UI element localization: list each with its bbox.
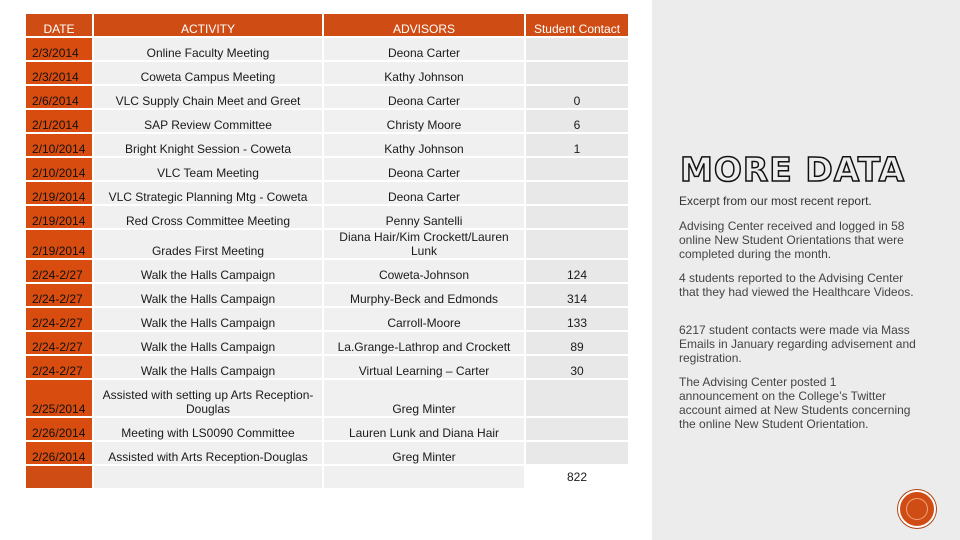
cell-date: 2/1/2014 [26, 110, 92, 132]
cell-advisors: Virtual Learning – Carter [324, 356, 524, 378]
cell-date: 2/26/2014 [26, 442, 92, 464]
cell-activity: VLC Team Meeting [94, 158, 322, 180]
cell-activity: VLC Supply Chain Meet and Greet [94, 86, 322, 108]
cell-student-contact [526, 62, 628, 84]
cell-activity: Walk the Halls Campaign [94, 332, 322, 354]
panel-paragraph: The Advising Center posted 1 announcement on the College’s Twitter account aimed at New Students concerning the online New Student Orientation. [679, 375, 911, 431]
cell-student-contact [526, 182, 628, 204]
cell-date: 2/24-2/27 [26, 260, 92, 282]
cell-date: 2/19/2014 [26, 182, 92, 204]
cell-activity: VLC Strategic Planning Mtg - Coweta [94, 182, 322, 204]
table-body [26, 38, 628, 488]
panel-heading: MORE DATA [680, 150, 906, 189]
header-student-contact: Student Contact [526, 14, 628, 36]
cell-activity: Walk the Halls Campaign [94, 284, 322, 306]
cell-advisors: Deona Carter [324, 158, 524, 180]
cell-student-contact [526, 418, 628, 440]
table-header-row [26, 14, 628, 36]
more-data-panel [652, 0, 960, 540]
cell-date: 2/10/2014 [26, 134, 92, 156]
cell-activity: Walk the Halls Campaign [94, 356, 322, 378]
cell-student-contact: 0 [526, 86, 628, 108]
activity-table [24, 12, 630, 490]
cell-activity: Meeting with LS0090 Committee [94, 418, 322, 440]
cell-student-contact [526, 380, 628, 416]
cell-date: 2/25/2014 [26, 380, 92, 416]
panel-paragraph: Advising Center received and logged in 58 online New Student Orientations that were completed during the month. [679, 219, 905, 261]
cell-student-contact: 30 [526, 356, 628, 378]
table-row [26, 38, 628, 60]
cell-student-contact [526, 158, 628, 180]
cell-activity: Assisted with Arts Reception-Douglas [94, 442, 322, 464]
cell-advisors: Deona Carter [324, 38, 524, 60]
cell-date: 2/24-2/27 [26, 308, 92, 330]
cell-advisors: Kathy Johnson [324, 62, 524, 84]
cell-activity: SAP Review Committee [94, 110, 322, 132]
cell-date: 2/19/2014 [26, 230, 92, 258]
cell-date: 2/3/2014 [26, 38, 92, 60]
cell-date: 2/3/2014 [26, 62, 92, 84]
cell-advisors: Diana Hair/Kim Crockett/Lauren Lunk [324, 230, 524, 258]
cell-student-contact [526, 442, 628, 464]
table-row [26, 308, 628, 330]
cell-student-contact: 89 [526, 332, 628, 354]
cell-student-contact [526, 206, 628, 228]
empty-cell [324, 466, 524, 488]
table-row [26, 158, 628, 180]
table-row [26, 230, 628, 258]
cell-activity: Walk the Halls Campaign [94, 308, 322, 330]
cell-date: 2/24-2/27 [26, 284, 92, 306]
table-row [26, 206, 628, 228]
table-row [26, 356, 628, 378]
cell-activity: Online Faculty Meeting [94, 38, 322, 60]
table-row [26, 134, 628, 156]
cell-advisors: Lauren Lunk and Diana Hair [324, 418, 524, 440]
cell-student-contact: 133 [526, 308, 628, 330]
activity-table-container [24, 12, 630, 490]
cell-date: 2/6/2014 [26, 86, 92, 108]
panel-excerpt: Excerpt from our most recent report. [679, 194, 872, 208]
student-contact-total: 822 [526, 466, 628, 488]
table-row [26, 182, 628, 204]
cell-date: 2/19/2014 [26, 206, 92, 228]
panel-paragraph: 6217 student contacts were made via Mass Emails in January regarding advisement and registration. [679, 323, 916, 365]
badge-ring-icon [906, 498, 928, 520]
cell-activity: Coweta Campus Meeting [94, 62, 322, 84]
cell-advisors: Deona Carter [324, 86, 524, 108]
panel-paragraph: 4 students reported to the Advising Center that they had viewed the Healthcare Videos. [679, 271, 914, 299]
cell-date: 2/26/2014 [26, 418, 92, 440]
cell-advisors: Murphy-Beck and Edmonds [324, 284, 524, 306]
slide-badge-icon [898, 490, 936, 528]
cell-student-contact: 6 [526, 110, 628, 132]
cell-advisors: Deona Carter [324, 182, 524, 204]
table-row [26, 110, 628, 132]
cell-date: 2/24-2/27 [26, 356, 92, 378]
cell-activity: Bright Knight Session - Coweta [94, 134, 322, 156]
table-row [26, 380, 628, 416]
table-row [26, 332, 628, 354]
cell-advisors: Christy Moore [324, 110, 524, 132]
table-row [26, 442, 628, 464]
header-date: DATE [26, 14, 92, 36]
cell-student-contact: 1 [526, 134, 628, 156]
table-row [26, 284, 628, 306]
table-row [26, 86, 628, 108]
cell-advisors: Penny Santelli [324, 206, 524, 228]
cell-activity: Assisted with setting up Arts Reception-Douglas [94, 380, 322, 416]
cell-date: 2/10/2014 [26, 158, 92, 180]
cell-advisors: Coweta-Johnson [324, 260, 524, 282]
cell-student-contact [526, 38, 628, 60]
cell-advisors: Kathy Johnson [324, 134, 524, 156]
empty-cell [94, 466, 322, 488]
cell-activity: Grades First Meeting [94, 230, 322, 258]
header-activity: ACTIVITY [94, 14, 322, 36]
cell-advisors: La.Grange-Lathrop and Crockett [324, 332, 524, 354]
header-advisors: ADVISORS [324, 14, 524, 36]
cell-student-contact [526, 230, 628, 258]
cell-activity: Red Cross Committee Meeting [94, 206, 322, 228]
cell-advisors: Greg Minter [324, 380, 524, 416]
table-row [26, 62, 628, 84]
table-row [26, 260, 628, 282]
cell-date: 2/24-2/27 [26, 332, 92, 354]
table-total-row [26, 466, 628, 488]
table-row [26, 418, 628, 440]
cell-student-contact: 124 [526, 260, 628, 282]
cell-advisors: Greg Minter [324, 442, 524, 464]
cell-student-contact: 314 [526, 284, 628, 306]
empty-cell [26, 466, 92, 488]
cell-activity: Walk the Halls Campaign [94, 260, 322, 282]
cell-advisors: Carroll-Moore [324, 308, 524, 330]
